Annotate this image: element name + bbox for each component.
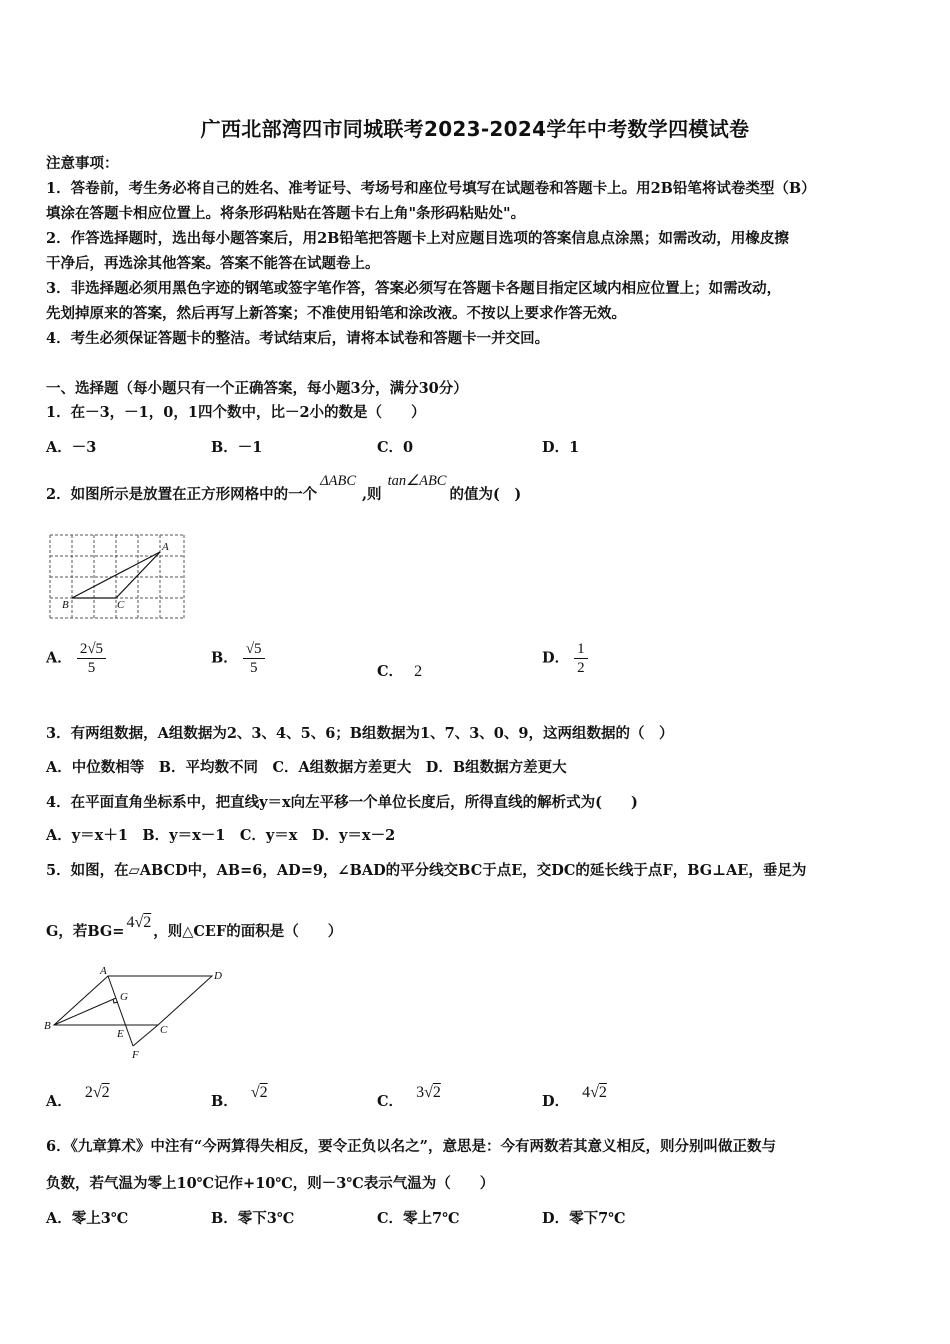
q2-label-b: B xyxy=(62,599,69,611)
q5-option-d-value: 4√2 xyxy=(582,1084,607,1101)
fraction-denominator: 5 xyxy=(87,660,96,676)
q2-math-tan: tan∠ABC xyxy=(387,473,447,489)
fraction-denominator: 5 xyxy=(249,660,258,676)
q5-stem-text-a: G，若BG= xyxy=(46,923,125,940)
q2-option-d-fraction xyxy=(574,640,588,677)
q6-option-c: C．零上7℃ xyxy=(377,1210,460,1227)
q5-option-b-value: √2 xyxy=(250,1084,268,1101)
notice-line: 先划掉原来的答案，然后再写上新答案；不准使用铅笔和涂改液。不按以上要求作答无效。 xyxy=(46,305,626,322)
q2-option-b-fraction xyxy=(243,640,265,677)
q6-option-b: B．零下3℃ xyxy=(211,1210,295,1227)
q4-options: A．y＝x＋1 B．y＝x－1 C．y＝x D．y＝x－2 xyxy=(46,827,396,844)
q5-line-cf xyxy=(133,1025,158,1046)
q5-option-b xyxy=(211,1084,268,1111)
q2-option-a-label: A． xyxy=(46,649,72,667)
q2-option-c-value: 2 xyxy=(414,663,423,680)
q5-option-a-value: 2√2 xyxy=(84,1084,110,1101)
q5-option-c-value: 3√2 xyxy=(416,1084,441,1101)
radical-coefficient: 3 xyxy=(416,1084,425,1101)
fraction-numerator: √5 xyxy=(243,640,265,659)
q1-option-b: B．－1 xyxy=(211,439,263,456)
q4-stem: 4．在平面直角坐标系中，把直线y＝x向左平移一个单位长度后，所得直线的解析式为( ) xyxy=(46,794,638,811)
q2-option-b-label: B． xyxy=(211,649,238,667)
q2-grid-figure xyxy=(46,530,188,622)
q6-stem-line1: 6．《九章算术》中注有“今两算得失相反，要令正负以名之”，意思是：今有两数若其意义相反，则分别叫做正数与 xyxy=(46,1138,777,1155)
notice-line: 1．答卷前，考生务必将自己的姓名、准考证号、考场号和座位号填写在试题卷和答题卡上。用2B铅笔将试卷类型（B） xyxy=(46,180,816,197)
q5-stem-line1: 5．如图，在▱ABCD中，AB=6，AD=9，∠BAD的平分线交BC于点E，交DC的延长线于点F，BG⊥AE，垂足为 xyxy=(46,862,807,879)
radical-radicand: 2 xyxy=(432,1084,441,1101)
q5-label-f: F xyxy=(132,1049,139,1061)
q3-stem: 3．有两组数据，A组数据为2、3、4、5、6；B组数据为1、7、3、0、9，这两组数据的（ ） xyxy=(46,725,674,742)
q5-option-b-label: B． xyxy=(211,1093,238,1110)
q1-option-d: D．1 xyxy=(542,439,580,456)
q1-stem: 1．在－3，－1，0，1四个数中，比－2小的数是（ ） xyxy=(46,404,426,421)
q5-parallelogram xyxy=(54,976,212,1025)
q5-option-c-label: C． xyxy=(377,1093,404,1110)
q2-option-d-label: D． xyxy=(542,649,570,667)
q3-options: A．中位数相等 B．平均数不同 C．A组数据方差更大 D．B组数据方差更大 xyxy=(46,759,567,776)
q6-stem-line2: 负数，若气温为零上10℃记作+10℃，则－3℃表示气温为（ ） xyxy=(46,1175,495,1192)
fraction-denominator: 2 xyxy=(577,660,585,676)
radical-coefficient: 2 xyxy=(84,1084,93,1101)
notice-line: 4．考生必须保证答题卡的整洁。考试结束后，请将本试卷和答题卡一并交回。 xyxy=(46,330,550,347)
q5-bg-value: 4√2 xyxy=(126,914,152,931)
q5-stem-text-b: ，则△CEF的面积是（ ） xyxy=(153,923,343,940)
q2-option-c xyxy=(377,660,422,681)
q5-label-e: E xyxy=(117,1028,124,1040)
q5-label-a: A xyxy=(100,965,107,977)
fraction-numerator: 1 xyxy=(574,640,588,659)
section-heading: 一、选择题（每小题只有一个正确答案，每小题3分，满分30分） xyxy=(46,380,468,397)
notice-line: 干净后，再选涂其他答案。答案不能答在试题卷上。 xyxy=(46,255,380,272)
notice-line: 3．非选择题必须用黑色字迹的钢笔或签字笔作答，答案必须写在答题卡各题目指定区域内相应位置上；如需改动， xyxy=(46,280,782,297)
q1-option-c: C．0 xyxy=(377,439,414,456)
q5-label-b: B xyxy=(44,1020,51,1032)
q1-option-a: A．－3 xyxy=(46,439,97,456)
q5-parallelogram-figure xyxy=(40,965,235,1065)
radical-coefficient: 4 xyxy=(582,1084,591,1101)
q5-option-c xyxy=(377,1084,441,1111)
radical-coefficient: 4 xyxy=(126,914,135,931)
q5-option-d xyxy=(542,1084,607,1111)
page-title: 广西北部湾四市同城联考2023-2024学年中考数学四模试卷 xyxy=(200,117,750,141)
q5-line-bg xyxy=(54,998,116,1025)
radical-radicand: 2 xyxy=(143,914,152,931)
q5-label-c: C xyxy=(160,1024,168,1036)
q2-label-a: A xyxy=(162,541,169,553)
q2-option-a-fraction xyxy=(77,640,106,677)
q2-stem-text-a: 2．如图所示是放置在正方形网格中的一个 xyxy=(46,486,318,503)
notice-line: 2．作答选择题时，选出每小题答案后，用2B铅笔把答题卡上对应题目选项的答案信息点涂黑；如需改动，用橡皮擦 xyxy=(46,230,789,247)
q5-label-d: D xyxy=(214,970,222,982)
q6-option-d: D．零下7℃ xyxy=(542,1210,626,1227)
q5-stem-line2 xyxy=(46,914,343,941)
radical-radicand: 2 xyxy=(101,1084,110,1101)
q2-stem xyxy=(46,473,522,504)
q2-stem-text-c: 的值为( ) xyxy=(449,486,522,503)
q5-option-a xyxy=(46,1084,110,1111)
q5-label-g: G xyxy=(120,991,128,1003)
radical-radicand: 2 xyxy=(259,1084,268,1101)
notice-line: 填涂在答题卡相应位置上。将条形码粘贴在答题卡右上角"条形码粘贴处"。 xyxy=(46,205,526,222)
q2-stem-text-b: ,则 xyxy=(362,486,382,503)
q5-option-d-label: D． xyxy=(542,1093,570,1110)
q2-option-a xyxy=(46,640,106,677)
q2-math-triangle: ΔABC xyxy=(320,473,356,489)
q2-option-c-label: C． xyxy=(377,663,404,680)
q2-option-b xyxy=(211,640,265,677)
fraction-numerator: 2√5 xyxy=(77,640,106,659)
q2-option-d xyxy=(542,640,588,677)
q6-option-a: A．零上3℃ xyxy=(46,1210,129,1227)
q5-option-a-label: A． xyxy=(46,1093,72,1110)
notice-heading: 注意事项： xyxy=(46,155,119,172)
radical-radicand: 2 xyxy=(598,1084,607,1101)
q2-label-c: C xyxy=(117,599,125,611)
